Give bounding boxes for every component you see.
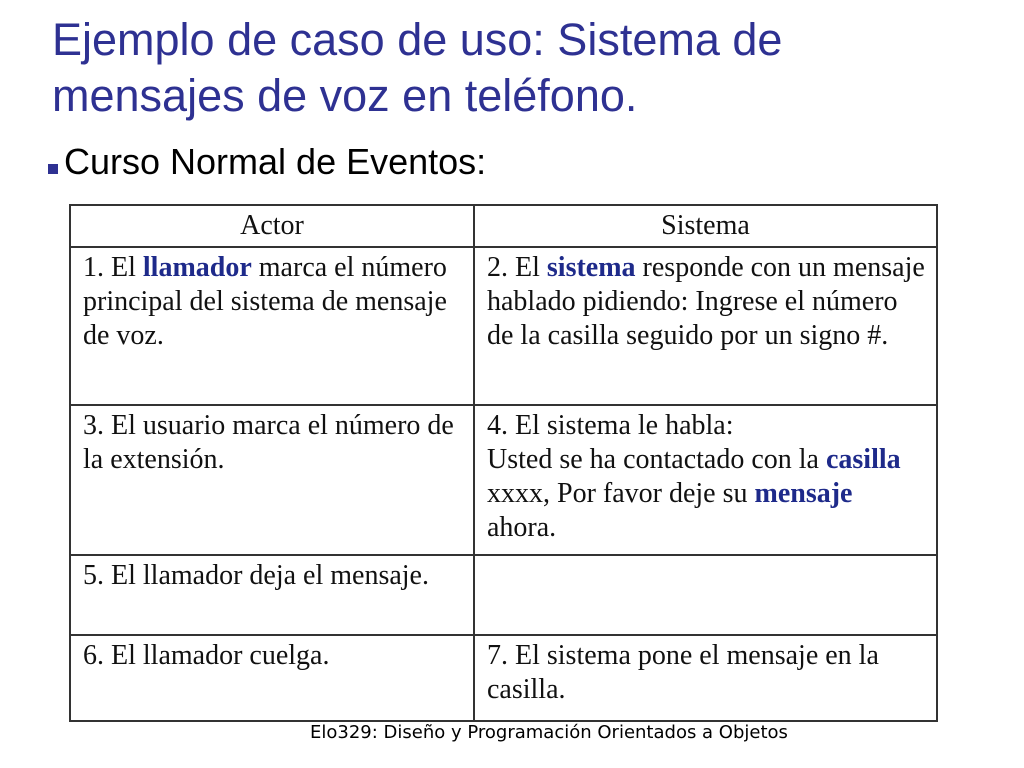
sistema-cell [474,555,937,635]
cell-text: xxxx, Por favor deje su [487,478,755,509]
keyword-highlight: mensaje [754,478,853,509]
bullet-item [48,140,486,184]
table-row [70,635,937,721]
cell-text: Usted se ha contactado con la [487,444,826,475]
cell-paragraph [83,409,463,477]
actor-cell [70,635,474,721]
keyword-highlight: sistema [546,252,636,283]
table-row [70,555,937,635]
cell-text: marca el número principal del sistema de mensaje de voz. [83,252,447,351]
cell-text: 1. El [83,252,143,283]
actor-cell [70,555,474,635]
cell-paragraph [83,251,463,353]
cell-text: 5. El llamador deja el mensaje. [83,560,429,591]
actor-cell [70,247,474,405]
table-row [70,405,937,555]
slide-title [52,12,1002,124]
cell-paragraph [83,559,463,593]
table-row [70,247,937,405]
sistema-cell [474,247,937,405]
cell-text: 6. El llamador cuelga. [83,640,330,671]
cell-paragraph [487,443,926,545]
cell-text: 3. El usuario marca el número de la extensión. [83,410,454,475]
sistema-cell [474,405,937,555]
header-sistema: Sistema [474,205,937,247]
title-line-2: mensajes de voz en teléfono. [52,70,638,121]
keyword-highlight: llamador [142,252,252,283]
cell-paragraph [487,409,926,443]
header-actor: Actor [70,205,474,247]
bullet-text: Curso Normal de Eventos: [64,141,487,182]
cell-text: 2. El [487,252,547,283]
bullet-square-icon [48,164,58,174]
events-table [69,204,938,722]
title-line-1: Ejemplo de caso de uso: Sistema de [52,14,783,65]
table-header-row [70,205,937,247]
keyword-highlight: casilla [825,444,901,475]
cell-text: ahora. [487,512,557,543]
cell-paragraph [487,639,926,707]
sistema-cell [474,635,937,721]
cell-paragraph [83,639,463,673]
cell-text: 7. El sistema pone el mensaje en la casilla. [487,640,879,705]
table-body [70,247,937,721]
cell-paragraph [487,251,926,353]
footer-course: Elo329: Diseño y Programación Orientados a Objetos [310,722,788,743]
actor-cell [70,405,474,555]
cell-text: responde con un mensaje hablado pidiendo: Ingrese el número de la casilla seguido por un signo #. [487,252,925,351]
cell-text: 4. El sistema le habla: [487,410,734,441]
